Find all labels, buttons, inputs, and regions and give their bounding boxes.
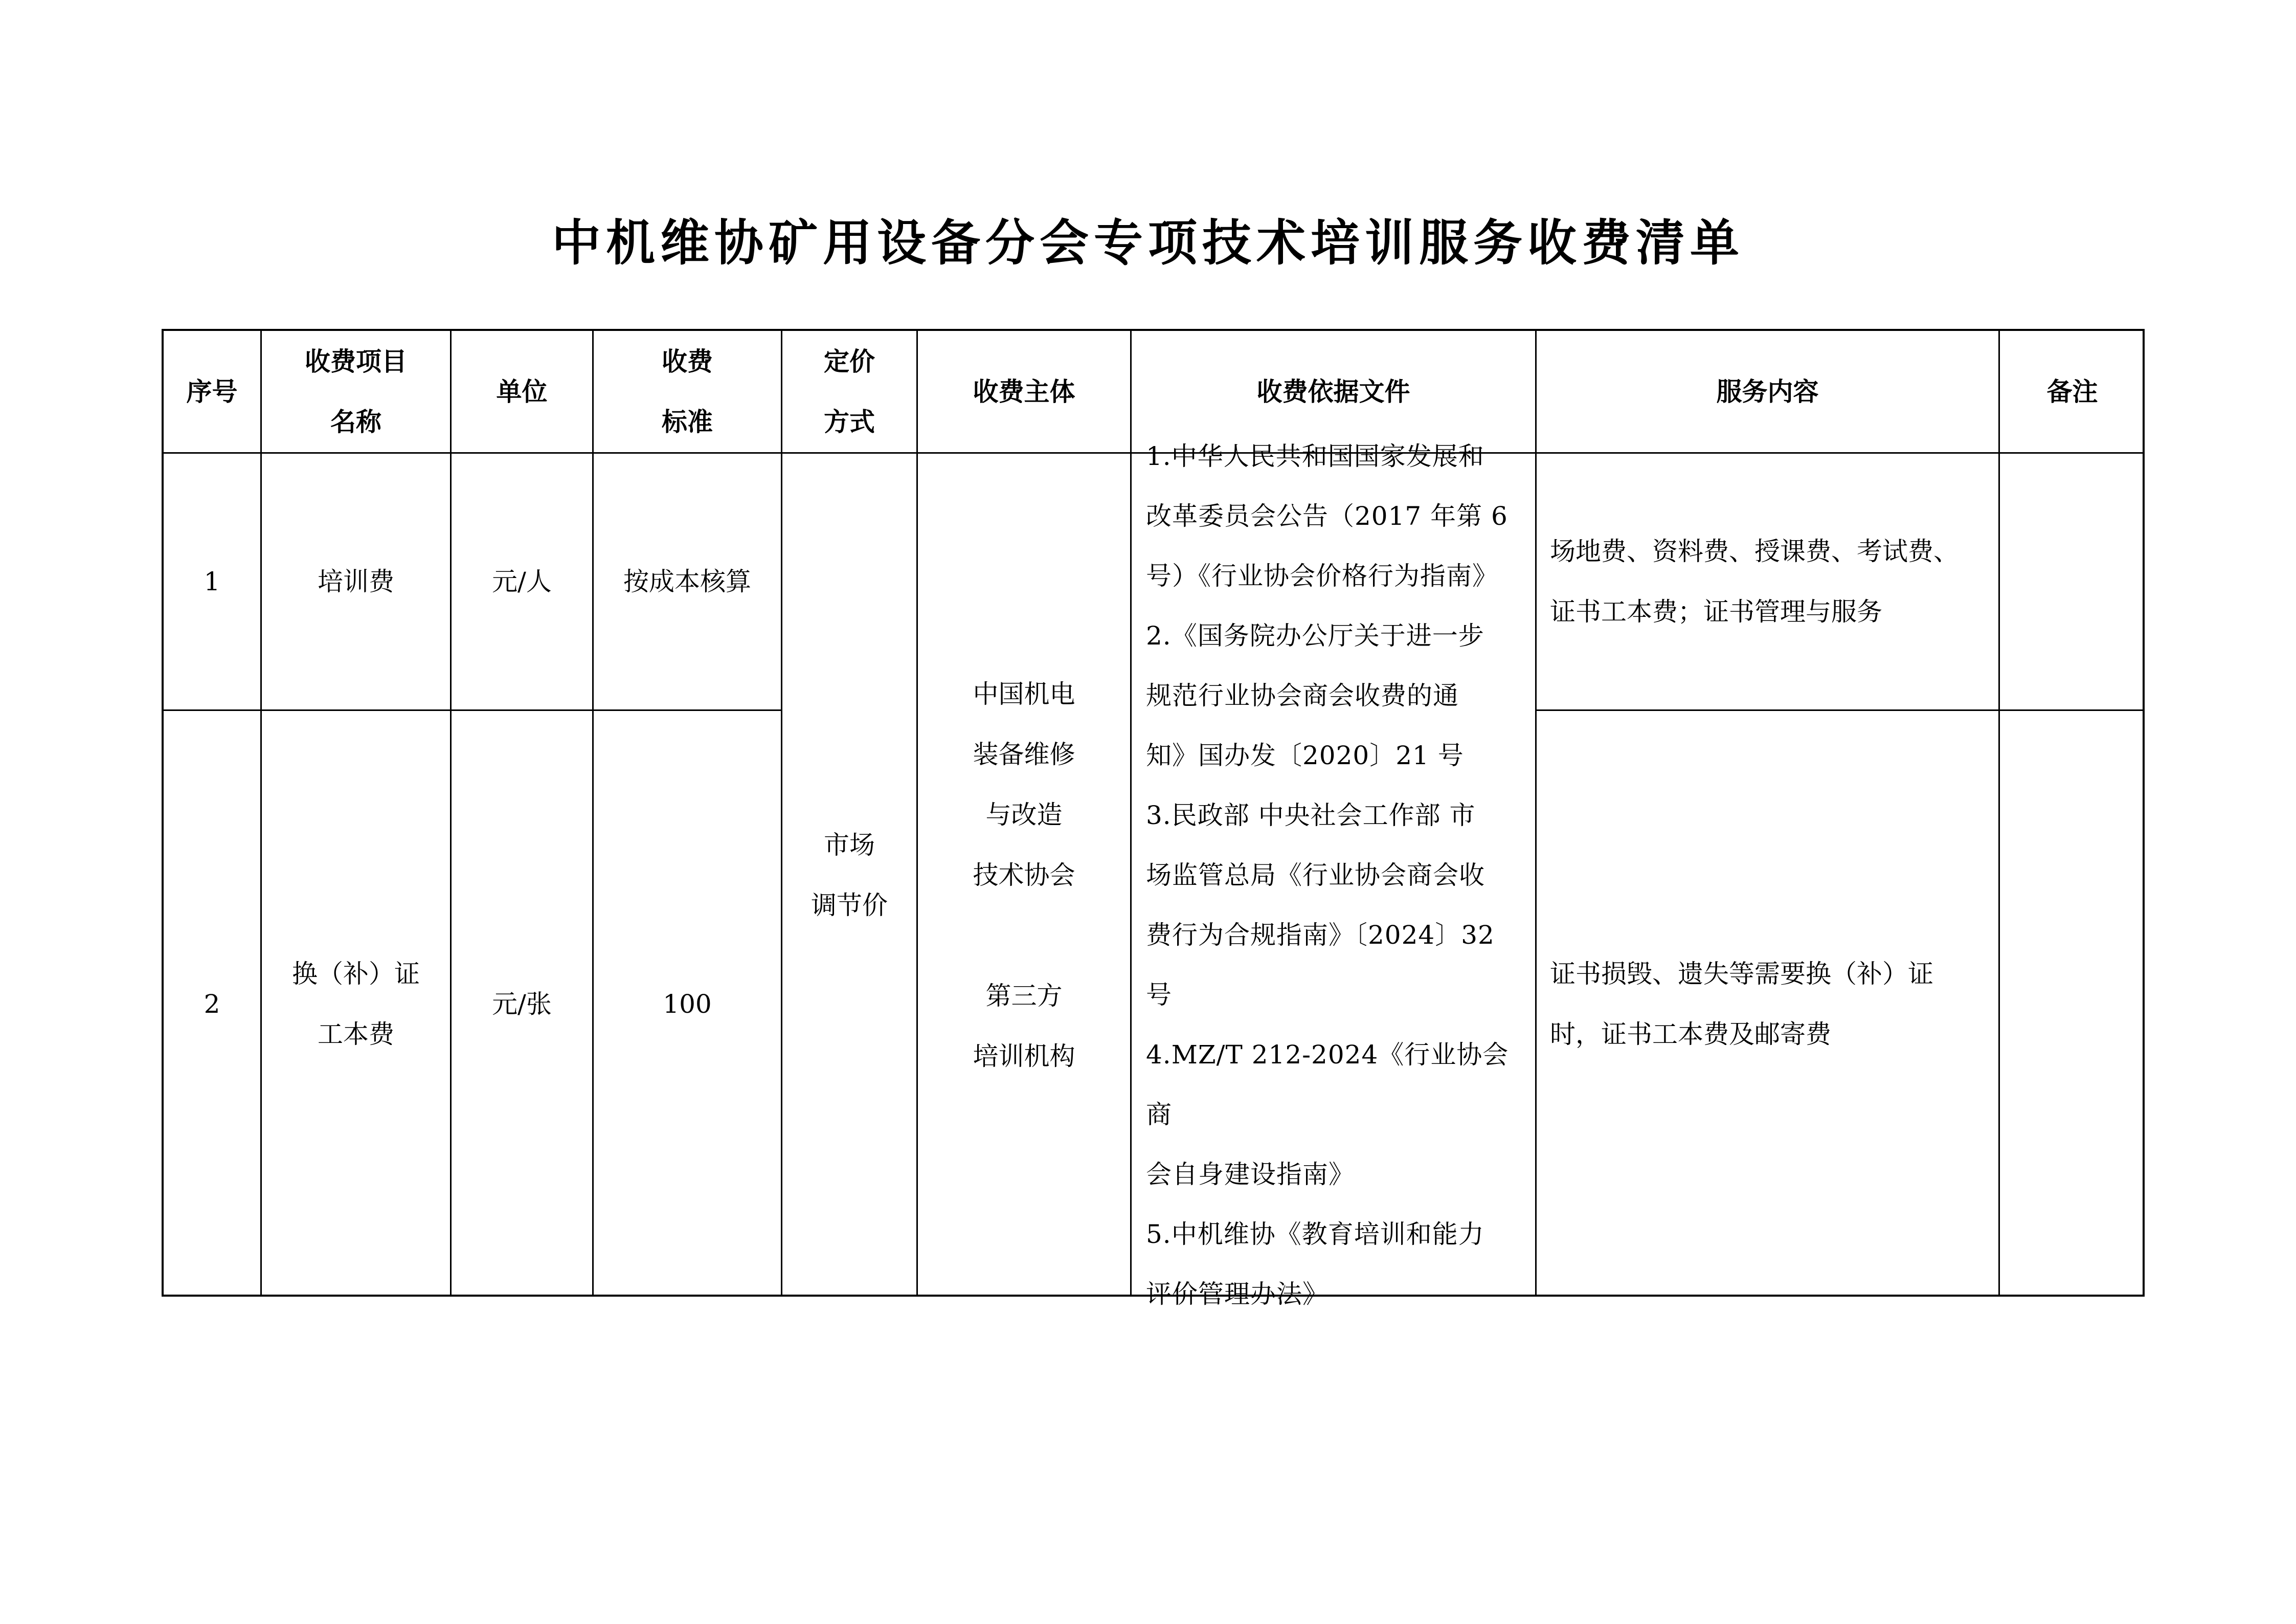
header-unit — [452, 331, 592, 452]
subject-third-line: 培训机构 — [973, 1041, 1075, 1071]
basis-line: 场监管总局《行业协会商会收 — [1146, 860, 1485, 890]
row2-item-name-line: 换（补）证 — [292, 959, 420, 989]
basis-line: 评价管理办法》 — [1146, 1279, 1329, 1309]
row1-standard-value: 按成本核算 — [623, 567, 751, 596]
header-item-name-line: 收费项目 — [305, 346, 407, 376]
pricing-method-line: 市场 — [824, 830, 875, 860]
header-basis-label: 收费依据文件 — [1256, 376, 1410, 407]
row1-service — [1537, 454, 1998, 709]
header-service — [1537, 331, 1998, 452]
row2-standard — [594, 711, 781, 1297]
basis-line: 号 — [1146, 980, 1172, 1010]
header-remark-label: 备注 — [2046, 376, 2098, 407]
row1-service-line: 证书工本费；证书管理与服务 — [1550, 597, 1882, 627]
basis-line: 知》国办发〔2020〕21 号 — [1146, 740, 1464, 770]
basis-line: 2.《国务院办公厅关于进一步 — [1146, 620, 1484, 651]
row2-service-line: 证书损毁、遗失等需要换（补）证 — [1550, 959, 1933, 989]
row1-service-line: 场地费、资料费、授课费、考试费、 — [1550, 537, 1959, 566]
header-standard-line: 收费 — [662, 346, 713, 376]
subject-org-line: 与改造 — [985, 800, 1063, 830]
basis-line: 号）《行业协会价格行为指南》 — [1146, 561, 1498, 591]
header-seq-label: 序号 — [186, 376, 238, 407]
row2-unit-value: 元/张 — [492, 989, 552, 1019]
basis-line: 规范行业协会商会收费的通 — [1146, 680, 1459, 710]
subject-org-line: 中国机电 — [973, 679, 1075, 709]
header-pricing-line: 方式 — [824, 407, 875, 437]
pricing-method-line: 调节价 — [811, 891, 888, 920]
header-pricing-line: 定价 — [824, 346, 875, 376]
fee-table — [162, 329, 2145, 1309]
row2-item-name — [262, 711, 450, 1297]
subject-org-line: 技术协会 — [973, 860, 1075, 890]
row1-unit — [452, 454, 592, 709]
header-subject — [918, 331, 1130, 452]
header-standard-line: 标准 — [662, 407, 713, 437]
row2-standard-value: 100 — [663, 989, 712, 1019]
row2-seq-value: 2 — [204, 989, 220, 1019]
header-item-name — [262, 331, 450, 452]
basis-line: 3.民政部 中央社会工作部 市 — [1146, 800, 1476, 830]
subject-org-line: 装备维修 — [973, 740, 1075, 769]
row1-unit-value: 元/人 — [492, 567, 552, 596]
header-pricing — [782, 331, 916, 452]
row1-seq — [164, 454, 260, 709]
document-title: 中机维协矿用设备分会专项技术培训服务收费清单 — [552, 214, 1744, 272]
row2-item-name-line: 工本费 — [318, 1019, 394, 1049]
basis-line: 1.中华人民共和国国家发展和 — [1146, 441, 1484, 471]
row2-service — [1537, 711, 1998, 1297]
basis-line: 费行为合规指南》〔2024〕32 — [1146, 920, 1495, 950]
header-seq — [164, 331, 260, 452]
header-service-label: 服务内容 — [1716, 376, 1819, 407]
subject-third-line: 第三方 — [985, 981, 1063, 1011]
header-remark — [2000, 331, 2145, 452]
basis-line: 4.MZ/T 212-2024《行业协会商 — [1146, 1039, 1509, 1129]
header-item-name-line: 名称 — [330, 407, 381, 437]
charging-subject — [918, 454, 1130, 1297]
basis-line: 会自身建设指南》 — [1146, 1159, 1355, 1189]
row1-item-name-value: 培训费 — [318, 567, 394, 596]
row2-service-line: 时，证书工本费及邮寄费 — [1550, 1019, 1831, 1049]
header-subject-label: 收费主体 — [973, 376, 1075, 407]
row2-remark — [2000, 711, 2145, 1297]
basis-line: 5.中机维协《教育培训和能力 — [1146, 1219, 1484, 1249]
row1-standard — [594, 454, 781, 709]
row1-item-name — [262, 454, 450, 709]
basis-line: 改革委员会公告（2017 年第 6 — [1146, 501, 1508, 531]
row1-seq-value: 1 — [204, 567, 220, 596]
header-standard — [594, 331, 781, 452]
row2-seq — [164, 711, 260, 1297]
basis-documents — [1132, 441, 1535, 1309]
row1-remark — [2000, 454, 2145, 709]
header-unit-label: 单位 — [496, 376, 548, 407]
row2-unit — [452, 711, 592, 1297]
pricing-method — [782, 454, 916, 1297]
